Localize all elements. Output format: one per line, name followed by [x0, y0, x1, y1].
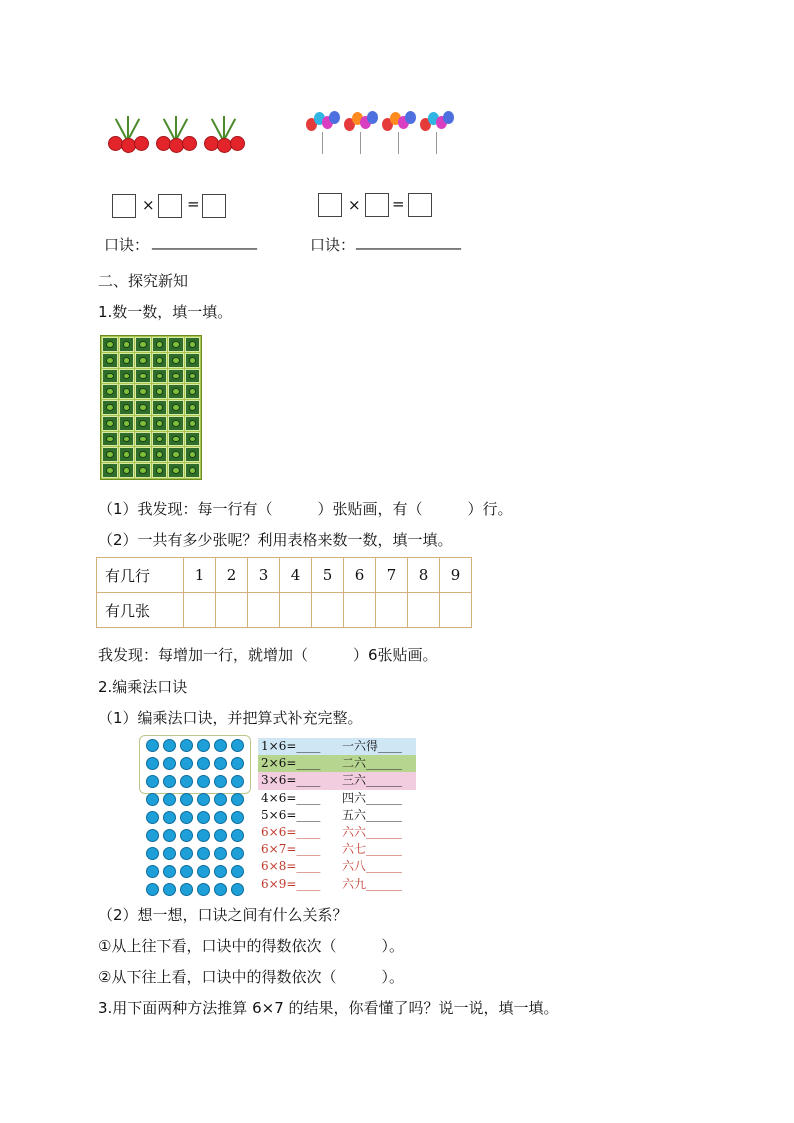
dot-icon [180, 883, 193, 896]
answer-cell[interactable] [312, 593, 344, 628]
question-2-part-1: （1）编乘法口诀，并把算式补充完整。 [98, 709, 363, 727]
dot-icon [197, 757, 210, 770]
sticker-icon [152, 463, 168, 478]
dot-icon [146, 811, 159, 824]
question-1-finding: 我发现：每增加一行，就增加（ ）6张贴画。 [98, 646, 438, 664]
column-number: 2 [216, 558, 248, 593]
dot-icon [146, 775, 159, 788]
dot-icon [231, 775, 244, 788]
sticker-icon [135, 369, 151, 384]
sticker-icon [185, 447, 201, 462]
question-2-part-4: ②从下往上看，口诀中的得数依次（ ）。 [98, 968, 404, 986]
mnemonic-text[interactable]: 二六______ [342, 756, 403, 771]
dot-icon [214, 811, 227, 824]
multiplication-row [258, 772, 416, 789]
equation-text[interactable]: 4×6=____ [261, 790, 321, 805]
sticker-icon [102, 432, 118, 447]
dot-icon [197, 847, 210, 860]
sticker-icon [119, 353, 135, 368]
mnemonic-text[interactable]: 三六______ [342, 773, 403, 788]
cherry-icon [134, 136, 149, 151]
sticker-icon [119, 447, 135, 462]
sticker-icon [168, 384, 184, 399]
sticker-icon [168, 432, 184, 447]
dot-icon [146, 757, 159, 770]
dot-icon [197, 829, 210, 842]
dot-array [146, 739, 244, 896]
answer-box[interactable] [158, 194, 182, 218]
sticker-icon [152, 432, 168, 447]
answer-box[interactable] [202, 194, 226, 218]
balloon-group-2 [344, 110, 378, 156]
dot-icon [163, 793, 176, 806]
answer-cell[interactable] [280, 593, 312, 628]
sticker-icon [135, 384, 151, 399]
sticker-icon [152, 447, 168, 462]
mnemonic-blank[interactable]: ______________ [152, 232, 257, 250]
sticker-icon [119, 384, 135, 399]
equals-sign: = [392, 195, 405, 213]
dot-icon [180, 811, 193, 824]
multiplication-row [258, 738, 416, 755]
sticker-icon [152, 400, 168, 415]
column-number: 8 [408, 558, 440, 593]
sticker-icon [168, 337, 184, 352]
dot-icon [231, 793, 244, 806]
cherry-group-1 [106, 114, 150, 156]
dot-icon [163, 829, 176, 842]
table-row [97, 593, 472, 628]
sticker-icon [119, 337, 135, 352]
dot-array-panel [132, 733, 422, 893]
mnemonic-text[interactable]: 四六______ [342, 790, 403, 805]
times-sign: × [348, 196, 361, 214]
sticker-icon [102, 369, 118, 384]
cherry-icon [230, 136, 245, 151]
dot-icon [163, 739, 176, 752]
column-number: 3 [248, 558, 280, 593]
multiplication-row [258, 841, 416, 858]
balloon-group-4 [420, 110, 454, 156]
row-header-count: 有几张 [97, 593, 184, 628]
equation-text[interactable]: 6×7=____ [261, 842, 321, 857]
column-number: 7 [376, 558, 408, 593]
dot-icon [214, 739, 227, 752]
balloon-icon [367, 111, 378, 124]
sticker-icon [119, 432, 135, 447]
mnemonic-label: 口诀： [104, 236, 150, 254]
sticker-icon [102, 463, 118, 478]
sticker-icon [185, 463, 201, 478]
multiplication-row [258, 755, 416, 772]
equation-text[interactable]: 5×6=____ [261, 807, 321, 822]
column-number: 5 [312, 558, 344, 593]
sticker-icon [168, 416, 184, 431]
cherry-group-2 [154, 114, 198, 156]
sticker-icon [152, 337, 168, 352]
dot-icon [214, 757, 227, 770]
dot-icon [231, 883, 244, 896]
answer-cell[interactable] [408, 593, 440, 628]
sticker-icon [135, 353, 151, 368]
sticker-icon [135, 337, 151, 352]
dot-icon [197, 865, 210, 878]
answer-cell[interactable] [376, 593, 408, 628]
answer-cell[interactable] [248, 593, 280, 628]
sticker-icon [119, 400, 135, 415]
sticker-icon [152, 353, 168, 368]
column-number: 4 [280, 558, 312, 593]
multiplication-row [258, 858, 416, 875]
multiplication-row [258, 807, 416, 824]
dot-icon [146, 793, 159, 806]
question-2-part-3: ①从上往下看，口诀中的得数依次（ ）。 [98, 937, 404, 955]
mnemonic-text[interactable]: 六七______ [342, 842, 403, 857]
sticker-icon [102, 447, 118, 462]
sticker-icon [102, 353, 118, 368]
multiplication-row [258, 824, 416, 841]
answer-box[interactable] [365, 193, 389, 217]
sticker-icon [135, 447, 151, 462]
dot-icon [197, 883, 210, 896]
dot-icon [163, 847, 176, 860]
dot-icon [180, 847, 193, 860]
sticker-grid [100, 335, 202, 480]
sticker-icon [168, 353, 184, 368]
question-1-title: 1.数一数，填一填。 [98, 303, 233, 321]
dot-icon [214, 865, 227, 878]
cherry-group-3 [202, 114, 246, 156]
dot-icon [231, 757, 244, 770]
equation-text[interactable]: 2×6=____ [261, 756, 321, 771]
sticker-icon [152, 384, 168, 399]
equation-text[interactable]: 3×6=____ [261, 773, 321, 788]
column-number: 1 [184, 558, 216, 593]
answer-cell[interactable] [216, 593, 248, 628]
dot-icon [197, 775, 210, 788]
answer-box[interactable] [112, 194, 136, 218]
count-table [96, 557, 472, 628]
dot-icon [197, 811, 210, 824]
sticker-icon [135, 416, 151, 431]
answer-cell[interactable] [344, 593, 376, 628]
cherry-icon [182, 136, 197, 151]
sticker-icon [185, 369, 201, 384]
mnemonic-text[interactable]: 一六得____ [342, 739, 403, 753]
dot-icon [180, 739, 193, 752]
sticker-icon [135, 463, 151, 478]
question-1-part-1: （1）我发现：每一行有（ ）张贴画，有（ ）行。 [98, 500, 513, 518]
dot-icon [214, 775, 227, 788]
sticker-icon [185, 353, 201, 368]
dot-icon [180, 775, 193, 788]
dot-icon [163, 811, 176, 824]
dot-icon [163, 865, 176, 878]
dot-icon [180, 865, 193, 878]
multiplication-list [258, 738, 416, 893]
dot-icon [180, 829, 193, 842]
mnemonic-blank[interactable]: ______________ [356, 232, 461, 250]
table-row [97, 558, 472, 593]
answer-cell[interactable] [184, 593, 216, 628]
balloon-icon [405, 111, 416, 124]
dot-icon [163, 757, 176, 770]
sticker-icon [168, 447, 184, 462]
mnemonic-text[interactable]: 六八______ [342, 859, 403, 874]
mnemonic-text[interactable]: 六九______ [342, 876, 403, 891]
dot-icon [146, 865, 159, 878]
multiplication-row [258, 876, 416, 893]
times-sign: × [142, 196, 155, 214]
dot-icon [231, 865, 244, 878]
sticker-icon [119, 369, 135, 384]
dot-icon [163, 775, 176, 788]
dot-icon [163, 883, 176, 896]
sticker-icon [119, 463, 135, 478]
dot-icon [231, 847, 244, 860]
sticker-icon [152, 416, 168, 431]
balloon-group-1 [306, 110, 340, 156]
mnemonic-text[interactable]: 五六______ [342, 807, 403, 822]
equals-sign: = [187, 195, 200, 213]
sticker-icon [119, 416, 135, 431]
mnemonic-label: 口诀： [310, 236, 356, 254]
dot-icon [231, 829, 244, 842]
column-number: 6 [344, 558, 376, 593]
section-title: 二、探究新知 [98, 272, 189, 290]
sticker-icon [135, 400, 151, 415]
dot-icon [197, 739, 210, 752]
dot-icon [231, 811, 244, 824]
sticker-icon [168, 369, 184, 384]
dot-icon [214, 829, 227, 842]
balloon-icon [443, 111, 454, 124]
sticker-icon [102, 416, 118, 431]
multiplication-row [258, 790, 416, 807]
dot-icon [146, 847, 159, 860]
equation-text[interactable]: 1×6=____ [261, 739, 321, 753]
balloon-icon [329, 111, 340, 124]
mnemonic-text[interactable]: 六六______ [342, 824, 403, 839]
dot-icon [146, 883, 159, 896]
sticker-icon [185, 416, 201, 431]
dot-icon [146, 739, 159, 752]
sticker-icon [102, 384, 118, 399]
sticker-icon [168, 400, 184, 415]
answer-box[interactable] [318, 193, 342, 217]
question-3-title: 3.用下面两种方法推算 6×7 的结果，你看懂了吗？说一说，填一填。 [98, 999, 559, 1017]
sticker-icon [152, 369, 168, 384]
equation-text[interactable]: 6×8=____ [261, 859, 321, 874]
column-number: 9 [440, 558, 472, 593]
question-2-part-2: （2）想一想，口诀之间有什么关系？ [98, 906, 348, 924]
dot-icon [180, 757, 193, 770]
sticker-icon [168, 463, 184, 478]
dot-icon [197, 793, 210, 806]
dot-icon [214, 793, 227, 806]
answer-cell[interactable] [440, 593, 472, 628]
dot-icon [214, 883, 227, 896]
dot-icon [214, 847, 227, 860]
sticker-icon [185, 432, 201, 447]
equation-text[interactable]: 6×9=____ [261, 876, 321, 891]
dot-icon [146, 829, 159, 842]
sticker-icon [185, 337, 201, 352]
question-2-title: 2.编乘法口诀 [98, 678, 188, 696]
question-1-part-2: （2）一共有多少张呢？利用表格来数一数，填一填。 [98, 531, 453, 549]
sticker-icon [102, 337, 118, 352]
dot-icon [180, 793, 193, 806]
sticker-icon [185, 384, 201, 399]
balloon-group-3 [382, 110, 416, 156]
sticker-icon [185, 400, 201, 415]
sticker-icon [135, 432, 151, 447]
answer-box[interactable] [408, 193, 432, 217]
row-header-rows: 有几行 [97, 558, 184, 593]
sticker-icon [102, 400, 118, 415]
equation-text[interactable]: 6×6=____ [261, 824, 321, 839]
dot-icon [231, 739, 244, 752]
